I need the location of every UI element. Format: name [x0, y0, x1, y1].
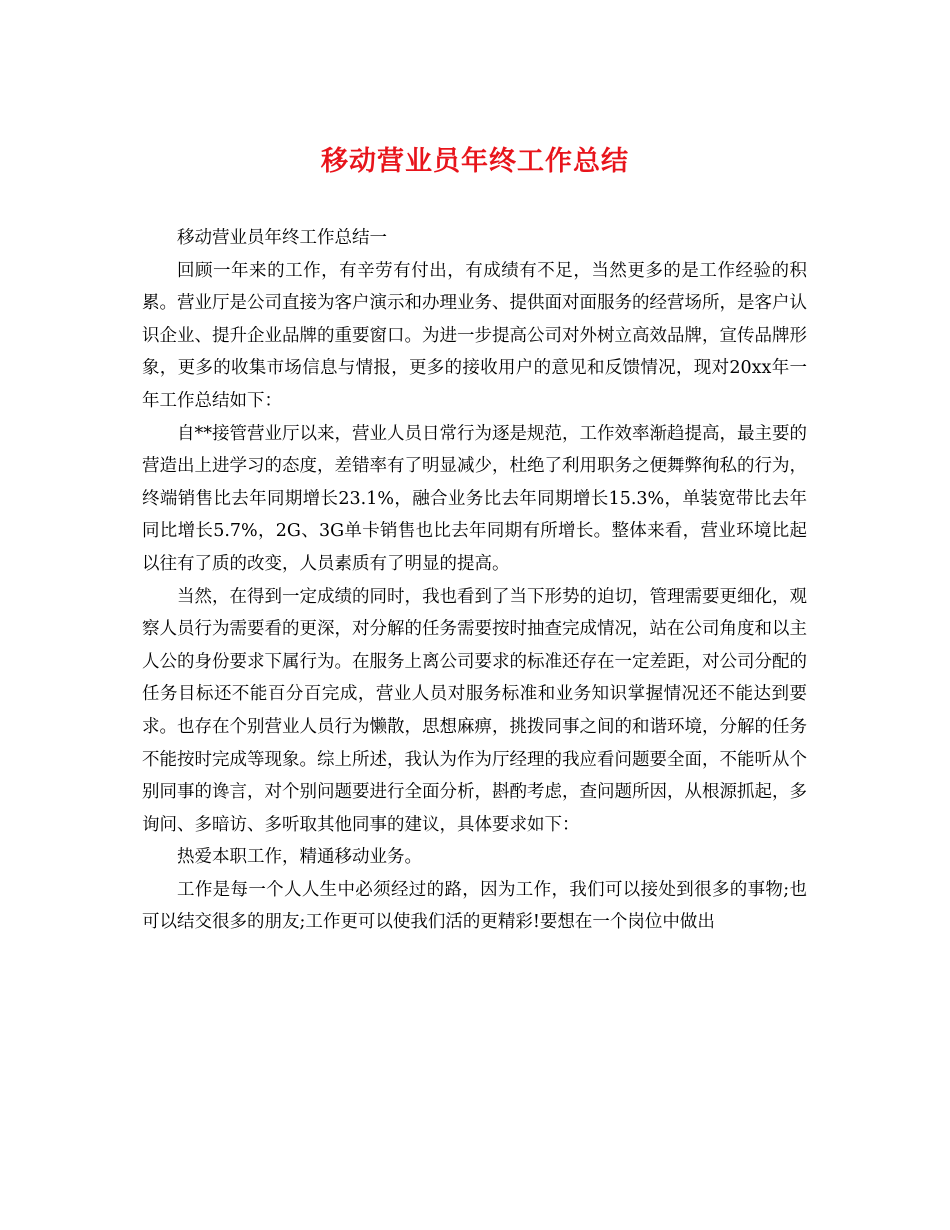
body-paragraph: 回顾一年来的工作，有辛劳有付出，有成绩有不足，当然更多的是工作经验的积累。营业厅是公司直接为客户演示和办理业务、提供面对面服务的经营场所，是客户认识企业、提升企业品牌的重要窗口。为进一步提高公司对外树立高效品牌，宣传品牌形象，更多的收集市场信息与情报，更多的接收用户的意见和反馈情况，现对20xx年一年工作总结如下： [142, 260, 807, 411]
document-body [142, 222, 807, 939]
section-heading: 移动营业员年终工作总结一 [177, 228, 387, 248]
body-paragraph: 工作是每一个人人生中必须经过的路，因为工作，我们可以接处到很多的事物;也可以结交很多的朋友;工作更可以使我们活的更精彩!要想在一个岗位中做出 [142, 879, 807, 933]
body-paragraph: 自**接管营业厅以来，营业人员日常行为逐是规范，工作效率渐趋提高，最主要的营造出上进学习的态度，差错率有了明显减少，杜绝了利用职务之便舞弊徇私的行为，终端销售比去年同期增长23.1%，融合业务比去年同期增长15.3%，单装宽带比去年同比增长5.7%，2G、3G单卡销售也比去年同期有所增长。整体来看，营业环境比起以往有了质的改变，人员素质有了明显的提高。 [142, 423, 807, 574]
body-paragraph: 热爱本职工作，精通移动业务。 [177, 847, 422, 868]
document-title: 移动营业员年终工作总结 [321, 146, 629, 177]
body-paragraph: 当然，在得到一定成绩的同时，我也看到了当下形势的迫切，管理需要更细化，观察人员行为需要看的更深，对分解的任务需要按时抽查完成情况，站在公司角度和以主人公的身份要求下属行为。在服务上离公司要求的标准还存在一定差距，对公司分配的任务目标还不能百分百完成，营业人员对服务标准和业务知识掌握情况还不能达到要求。也存在个别营业人员行为懒散，思想麻痹，挑拨同事之间的和谐环境，分解的任务不能按时完成等现象。综上所述，我认为作为厅经理的我应看问题要全面，不能听从个别同事的谗言，对个别问题要进行全面分析，斟酌考虑，查问题所因，从根源抓起，多询问、多暗访、多听取其他同事的建议，具体要求如下： [142, 586, 807, 835]
